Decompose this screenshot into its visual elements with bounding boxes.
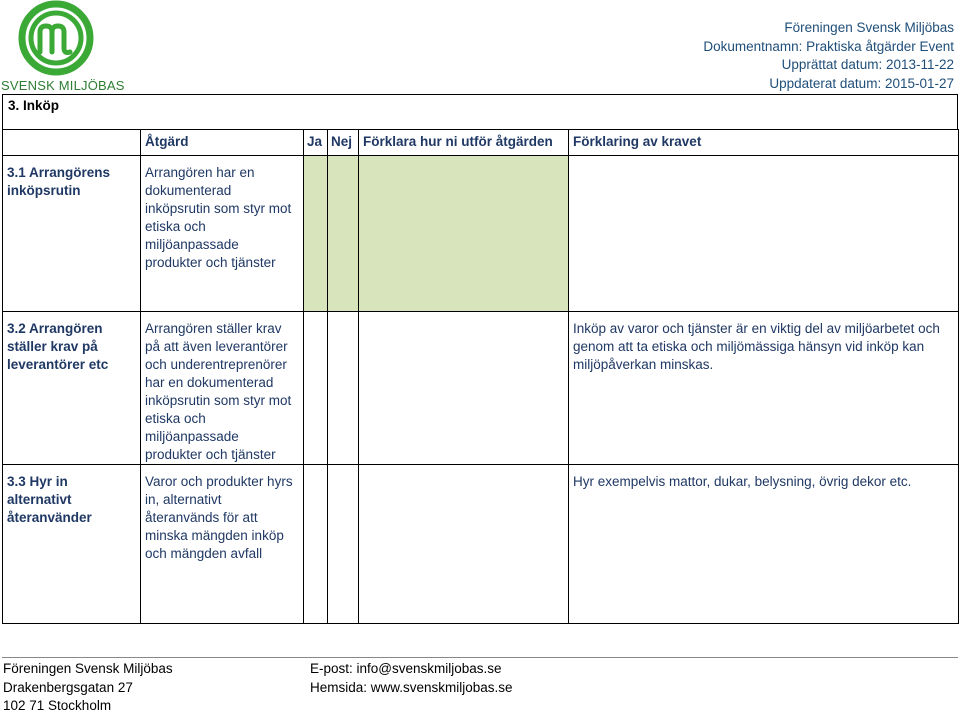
- table-header-row: [3, 130, 959, 156]
- footer-email: E-post: info@svenskmiljobas.se: [310, 661, 502, 676]
- footer-contact: [310, 660, 513, 697]
- table-row: [3, 465, 959, 624]
- row-reason-cell: [569, 156, 959, 312]
- section-title-row: [2, 94, 958, 130]
- table-row: [3, 156, 959, 312]
- row-action-cell: Arrangören har en dokumenterad inköpsrutin som styr mot etiska och miljöanpassade produkter och tjänster: [141, 156, 304, 312]
- footer-street: Drakenbergsgatan 27: [3, 679, 133, 695]
- no-input-cell[interactable]: [328, 156, 359, 312]
- header-cell-yes: Ja: [304, 130, 328, 156]
- explain-input-cell[interactable]: [359, 465, 569, 624]
- row-id-cell: 3.3 Hyr in alternativt återanvänder: [3, 465, 141, 624]
- header-cell-no: Nej: [328, 130, 359, 156]
- row-id-cell: 3.2 Arrangören ställer krav på leverantörer etc: [3, 312, 141, 465]
- yes-input-cell[interactable]: [304, 465, 328, 624]
- header-cell-reason: Förklaring av kravet: [569, 130, 959, 156]
- document-header-info: [703, 19, 954, 93]
- no-input-cell[interactable]: [328, 312, 359, 465]
- row-action-cell: Arrangören ställer krav på att även leverantörer och underentreprenörer har en dokumenterad inköpsrutin som styr mot etiska och miljöanpassade produkter och tjänster: [141, 312, 304, 465]
- header-cell-id: [3, 130, 141, 156]
- row-action-cell: Varor och produkter hyrs in, alternativt återanvänds för att minska mängden inköp och mängden avfall: [141, 465, 304, 624]
- header-updated-date: Uppdaterat datum: 2015-01-27: [769, 75, 954, 91]
- logo-text: SVENSK MILJÖBAS: [1, 78, 125, 93]
- footer-divider: [2, 657, 958, 658]
- svensk-miljobas-logo: [0, 0, 125, 94]
- logo-emblem-icon: [0, 0, 115, 80]
- footer-address: [3, 660, 173, 716]
- header-docname: Dokumentnamn: Praktiska åtgärder Event: [703, 38, 954, 54]
- footer-org: Föreningen Svensk Miljöbas: [3, 661, 173, 676]
- row-reason-cell: Inköp av varor och tjänster är en viktig del av miljöarbetet och genom att ta etiska och miljömässiga hänsyn vid inköp kan miljöpåverkan minskas.: [569, 312, 959, 465]
- table-row: [3, 312, 959, 465]
- explain-input-cell[interactable]: [359, 156, 569, 312]
- footer-website: Hemsida: www.svenskmiljobas.se: [310, 679, 513, 695]
- row-reason-cell: Hyr exempelvis mattor, dukar, belysning, övrig dekor etc.: [569, 465, 959, 624]
- no-input-cell[interactable]: [328, 465, 359, 624]
- section-title: 3. Inköp: [8, 98, 60, 113]
- footer-city: 102 71 Stockholm: [3, 698, 112, 713]
- requirements-table: [2, 129, 959, 624]
- header-created-date: Upprättat datum: 2013-11-22: [781, 57, 954, 72]
- explain-input-cell[interactable]: [359, 312, 569, 465]
- header-cell-explain: Förklara hur ni utför åtgärden: [359, 130, 569, 156]
- yes-input-cell[interactable]: [304, 156, 328, 312]
- header-org: Föreningen Svensk Miljöbas: [784, 20, 954, 35]
- row-id-cell: 3.1 Arrangörens inköpsrutin: [3, 156, 141, 312]
- header-cell-action: Åtgärd: [141, 130, 304, 156]
- yes-input-cell[interactable]: [304, 312, 328, 465]
